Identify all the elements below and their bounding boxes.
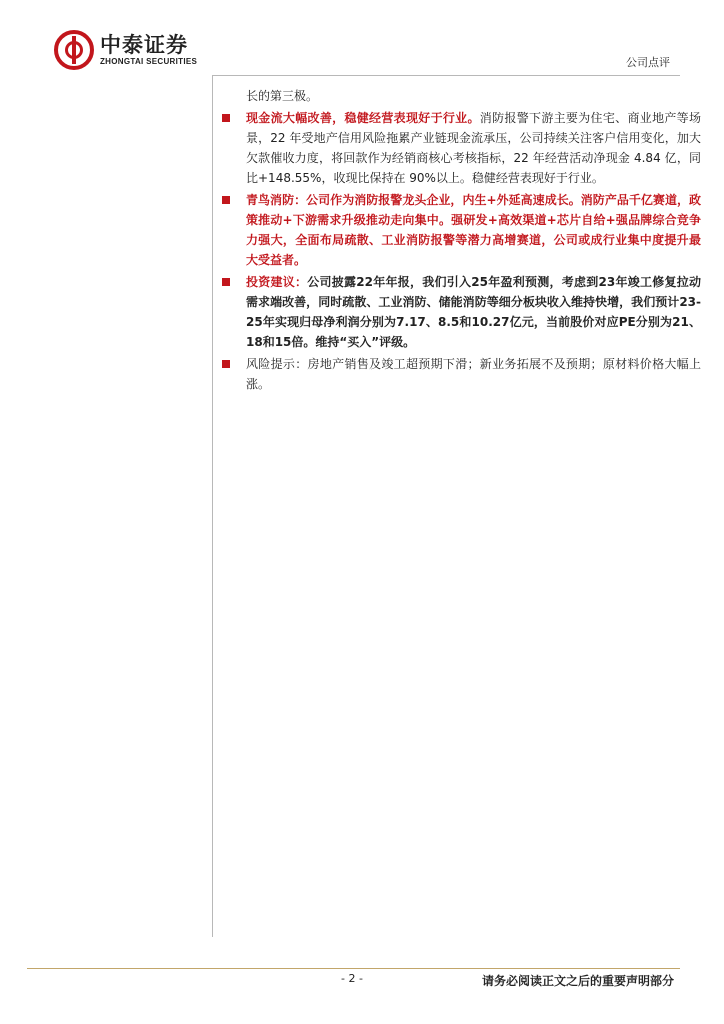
continuation-text: 长的第三极。: [246, 89, 319, 103]
company-logo: [54, 30, 197, 70]
bullet-square-icon: [222, 196, 230, 204]
report-type-label: 公司点评: [626, 56, 670, 69]
bullet-body: 风险提示：房地产销售及竣工超预期下滑；新业务拓展不及预期；原材料价格大幅上涨。: [246, 357, 701, 391]
bullet-investment-advice: [219, 272, 701, 352]
bullet-body: 消防报警下游主要为住宅、商业地产等场景，22 年受地产信用风险拖累产业链现金流承压，公司持续关注客户信用变化，加大欠款催收力度，将回款作为经销商核心考核指标，22 年经营活动净现金 4.84 亿，同比+148.55%，收现比保持在 90%以上。稳健经营表现好于行业。: [246, 111, 701, 185]
logo-emblem-icon: [54, 30, 94, 70]
bullet-square-icon: [222, 114, 230, 122]
header-divider: [213, 75, 680, 76]
bullet-company-overview: [219, 190, 701, 270]
footer-divider: [27, 968, 680, 969]
bullet-heading: 青鸟消防：公司作为消防报警龙头企业，内生+外延高速成长。消防产品千亿赛道，政策推动+下游需求升级推动走向集中。强研发+高效渠道+芯片自给+强品牌综合竞争力强大，全面布局疏散、工业消防报警等潜力高增赛道，公司或成行业集中度提升最大受益者。: [246, 193, 701, 267]
logo-english-name: ZHONGTAI SECURITIES: [100, 57, 198, 66]
footer-disclaimer: 请务必阅读正文之后的重要声明部分: [481, 974, 674, 988]
bullet-heading: 投资建议：: [246, 275, 308, 289]
bullet-square-icon: [222, 360, 230, 368]
logo-chinese-name: 中泰证券: [100, 33, 188, 57]
page-number: - 2 -: [341, 972, 363, 985]
main-content: [219, 86, 701, 396]
left-margin-divider: [212, 75, 213, 937]
bullet-square-icon: [222, 278, 230, 286]
bullet-cash-flow: [219, 108, 701, 188]
bullet-body: 公司披露22年年报，我们引入25年盈利预测，考虑到23年竣工修复拉动需求端改善，同时疏散、工业消防、储能消防等细分板块收入维持快增，我们预计23-25年实现归母净利润分别为7.17、8.5和10.27亿元，当前股价对应PE分别为21、18和15倍。维持“买入”评级。: [246, 275, 701, 349]
bullet-risk-warning: [219, 354, 701, 394]
bullet-heading: 现金流大幅改善，稳健经营表现好于行业。: [246, 111, 480, 125]
